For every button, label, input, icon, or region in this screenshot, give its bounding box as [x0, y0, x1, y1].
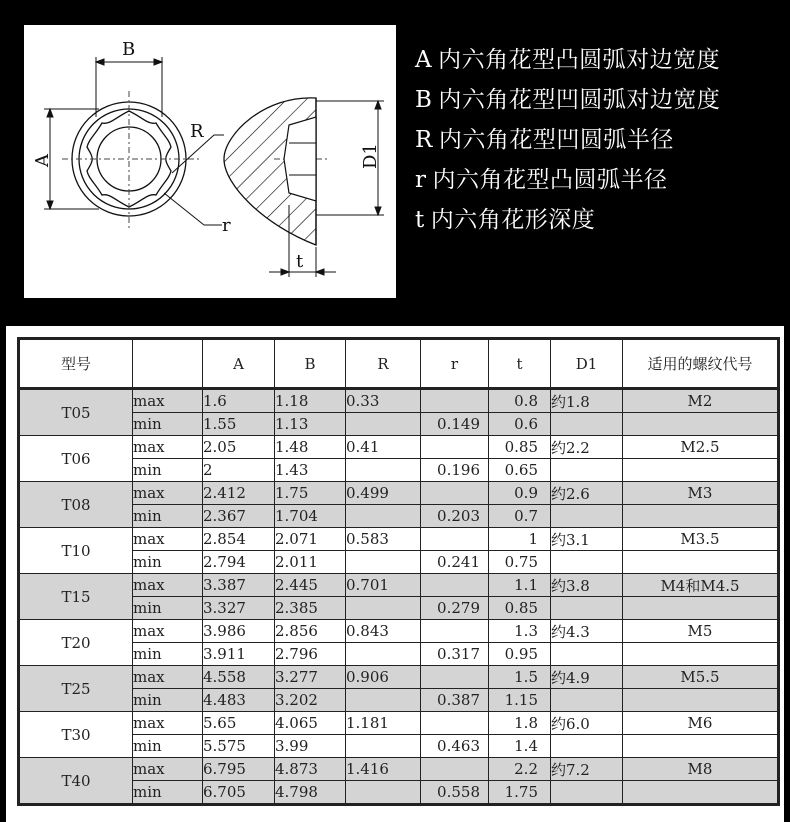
header-r: r	[421, 339, 489, 389]
cell-B: 1.704	[275, 505, 346, 528]
header-R: R	[346, 339, 421, 389]
table-row	[19, 413, 779, 436]
cell-R	[346, 643, 421, 666]
cell-D1: 约6.0	[551, 712, 623, 735]
cell-D1: 约3.8	[551, 574, 623, 597]
model-cell: T25	[19, 666, 133, 712]
cell-r: 0.203	[421, 505, 489, 528]
cell-R	[346, 735, 421, 758]
legend	[415, 40, 720, 240]
cell-R: 0.843	[346, 620, 421, 643]
table-row	[19, 689, 779, 712]
cell-thread: M3.5	[623, 528, 779, 551]
table-row	[19, 528, 779, 551]
cell-R: 0.499	[346, 482, 421, 505]
cell-B: 2.011	[275, 551, 346, 574]
limit-cell: max	[133, 436, 203, 459]
cell-D1	[551, 413, 623, 436]
cell-A: 3.327	[203, 597, 275, 620]
cell-thread	[623, 413, 779, 436]
cell-A: 4.558	[203, 666, 275, 689]
cell-thread	[623, 459, 779, 482]
cell-B: 1.75	[275, 482, 346, 505]
cell-B: 2.071	[275, 528, 346, 551]
cell-t: 0.95	[489, 643, 551, 666]
cell-t: 1.8	[489, 712, 551, 735]
cell-r	[421, 620, 489, 643]
cell-A: 5.575	[203, 735, 275, 758]
cell-A: 5.65	[203, 712, 275, 735]
legend-item-R: R 内六角花型凹圆弧半径	[415, 127, 674, 153]
cell-t: 1	[489, 528, 551, 551]
cell-A: 2.412	[203, 482, 275, 505]
table-row	[19, 551, 779, 574]
label-t: t	[296, 251, 304, 272]
cell-D1	[551, 735, 623, 758]
cell-D1	[551, 459, 623, 482]
cell-t: 1.4	[489, 735, 551, 758]
table-row	[19, 389, 779, 413]
cell-R	[346, 505, 421, 528]
cell-t: 1.1	[489, 574, 551, 597]
cell-t: 0.85	[489, 436, 551, 459]
cell-t: 1.5	[489, 666, 551, 689]
label-A: A	[32, 154, 53, 167]
cell-B: 2.385	[275, 597, 346, 620]
cell-r	[421, 712, 489, 735]
cell-R: 0.701	[346, 574, 421, 597]
side-view	[224, 98, 316, 245]
cell-t: 0.7	[489, 505, 551, 528]
cell-B: 2.856	[275, 620, 346, 643]
table-row	[19, 597, 779, 620]
cell-R: 1.181	[346, 712, 421, 735]
label-R: R	[190, 121, 204, 142]
limit-cell: max	[133, 389, 203, 413]
label-r: r	[222, 215, 231, 236]
limit-cell: max	[133, 712, 203, 735]
header-A: A	[203, 339, 275, 389]
model-cell: T40	[19, 758, 133, 805]
table-row	[19, 712, 779, 735]
cell-D1: 约2.6	[551, 482, 623, 505]
cell-D1	[551, 505, 623, 528]
cell-B: 2.445	[275, 574, 346, 597]
table-header-row	[19, 339, 779, 389]
cell-R: 1.416	[346, 758, 421, 781]
cell-r	[421, 666, 489, 689]
limit-cell: max	[133, 574, 203, 597]
label-D1: D1	[360, 143, 381, 169]
cell-R	[346, 551, 421, 574]
cell-D1: 约4.3	[551, 620, 623, 643]
cell-r: 0.558	[421, 781, 489, 805]
cell-R	[346, 689, 421, 712]
torx-spec-table	[17, 337, 780, 806]
cell-R	[346, 781, 421, 805]
table-row	[19, 758, 779, 781]
cell-A: 2.854	[203, 528, 275, 551]
cell-D1	[551, 597, 623, 620]
limit-cell: max	[133, 620, 203, 643]
cell-t: 0.85	[489, 597, 551, 620]
cell-B: 4.798	[275, 781, 346, 805]
cell-R	[346, 597, 421, 620]
table-body	[19, 389, 779, 805]
cell-B: 4.873	[275, 758, 346, 781]
cell-D1: 约1.8	[551, 389, 623, 413]
torx-diagram	[24, 25, 396, 298]
cell-thread	[623, 781, 779, 805]
cell-thread	[623, 551, 779, 574]
cell-R: 0.906	[346, 666, 421, 689]
model-cell: T15	[19, 574, 133, 620]
cell-r	[421, 528, 489, 551]
cell-t: 1.3	[489, 620, 551, 643]
cell-A: 3.986	[203, 620, 275, 643]
cell-thread: M5.5	[623, 666, 779, 689]
cell-B: 1.13	[275, 413, 346, 436]
model-cell: T05	[19, 389, 133, 436]
cell-thread: M2	[623, 389, 779, 413]
model-cell: T20	[19, 620, 133, 666]
table-row	[19, 436, 779, 459]
cell-thread: M8	[623, 758, 779, 781]
legend-item-r: r 内六角花型凸圆弧半径	[415, 167, 668, 193]
cell-R: 0.41	[346, 436, 421, 459]
cell-B: 1.48	[275, 436, 346, 459]
cell-thread	[623, 505, 779, 528]
cell-thread: M3	[623, 482, 779, 505]
cell-A: 3.387	[203, 574, 275, 597]
cell-thread: M5	[623, 620, 779, 643]
header-limit	[133, 339, 203, 389]
table-row	[19, 459, 779, 482]
cell-D1: 约3.1	[551, 528, 623, 551]
legend-item-A: A 内六角花型凸圆弧对边宽度	[415, 47, 721, 73]
model-cell: T10	[19, 528, 133, 574]
cell-thread	[623, 597, 779, 620]
model-cell: T30	[19, 712, 133, 758]
cell-R	[346, 413, 421, 436]
cell-D1	[551, 643, 623, 666]
cell-A: 6.795	[203, 758, 275, 781]
cell-r: 0.149	[421, 413, 489, 436]
limit-cell: min	[133, 505, 203, 528]
cell-R: 0.583	[346, 528, 421, 551]
cell-r: 0.196	[421, 459, 489, 482]
header-model: 型号	[19, 339, 133, 389]
limit-cell: max	[133, 758, 203, 781]
cell-t: 0.6	[489, 413, 551, 436]
limit-cell: min	[133, 459, 203, 482]
limit-cell: min	[133, 413, 203, 436]
cell-r	[421, 574, 489, 597]
cell-r: 0.279	[421, 597, 489, 620]
limit-cell: max	[133, 482, 203, 505]
cell-A: 2	[203, 459, 275, 482]
cell-thread	[623, 689, 779, 712]
cell-thread: M2.5	[623, 436, 779, 459]
cell-r: 0.317	[421, 643, 489, 666]
cell-thread	[623, 643, 779, 666]
table-row	[19, 620, 779, 643]
cell-R: 0.33	[346, 389, 421, 413]
cell-D1	[551, 551, 623, 574]
cell-B: 3.99	[275, 735, 346, 758]
table-row	[19, 735, 779, 758]
cell-r: 0.387	[421, 689, 489, 712]
cell-t: 1.75	[489, 781, 551, 805]
cell-t: 1.15	[489, 689, 551, 712]
cell-t: 0.75	[489, 551, 551, 574]
cell-thread	[623, 735, 779, 758]
cell-thread: M4和M4.5	[623, 574, 779, 597]
cell-A: 2.367	[203, 505, 275, 528]
cell-D1	[551, 781, 623, 805]
header-B: B	[275, 339, 346, 389]
cell-A: 1.6	[203, 389, 275, 413]
cell-B: 2.796	[275, 643, 346, 666]
cell-B: 3.202	[275, 689, 346, 712]
cell-r: 0.463	[421, 735, 489, 758]
model-cell: T06	[19, 436, 133, 482]
cell-A: 3.911	[203, 643, 275, 666]
table-row	[19, 505, 779, 528]
cell-B: 1.43	[275, 459, 346, 482]
legend-item-B: B 内六角花型凹圆弧对边宽度	[415, 87, 721, 113]
cell-t: 0.8	[489, 389, 551, 413]
cell-R	[346, 459, 421, 482]
cell-D1	[551, 689, 623, 712]
limit-cell: min	[133, 597, 203, 620]
cell-A: 4.483	[203, 689, 275, 712]
limit-cell: max	[133, 528, 203, 551]
legend-item-t: t 内六角花形深度	[415, 207, 596, 233]
table-row	[19, 482, 779, 505]
cell-D1: 约4.9	[551, 666, 623, 689]
torx-drawing	[24, 25, 396, 298]
limit-cell: min	[133, 643, 203, 666]
cell-B: 3.277	[275, 666, 346, 689]
cell-thread: M6	[623, 712, 779, 735]
cell-r	[421, 758, 489, 781]
limit-cell: min	[133, 689, 203, 712]
cell-B: 4.065	[275, 712, 346, 735]
table-row	[19, 574, 779, 597]
cell-A: 2.05	[203, 436, 275, 459]
cell-r	[421, 389, 489, 413]
cell-B: 1.18	[275, 389, 346, 413]
cell-A: 6.705	[203, 781, 275, 805]
cell-r	[421, 482, 489, 505]
limit-cell: min	[133, 551, 203, 574]
header-thread: 适用的螺纹代号	[623, 339, 779, 389]
header-t: t	[489, 339, 551, 389]
limit-cell: max	[133, 666, 203, 689]
cell-t: 0.65	[489, 459, 551, 482]
cell-t: 2.2	[489, 758, 551, 781]
limit-cell: min	[133, 735, 203, 758]
cell-r: 0.241	[421, 551, 489, 574]
cell-A: 1.55	[203, 413, 275, 436]
label-B: B	[122, 39, 136, 60]
cell-r	[421, 436, 489, 459]
cell-t: 0.9	[489, 482, 551, 505]
cell-D1: 约7.2	[551, 758, 623, 781]
model-cell: T08	[19, 482, 133, 528]
table-row	[19, 643, 779, 666]
spec-table-panel	[6, 326, 784, 822]
cell-A: 2.794	[203, 551, 275, 574]
limit-cell: min	[133, 781, 203, 805]
cell-D1: 约2.2	[551, 436, 623, 459]
table-row	[19, 666, 779, 689]
header-D1: D1	[551, 339, 623, 389]
table-row	[19, 781, 779, 805]
